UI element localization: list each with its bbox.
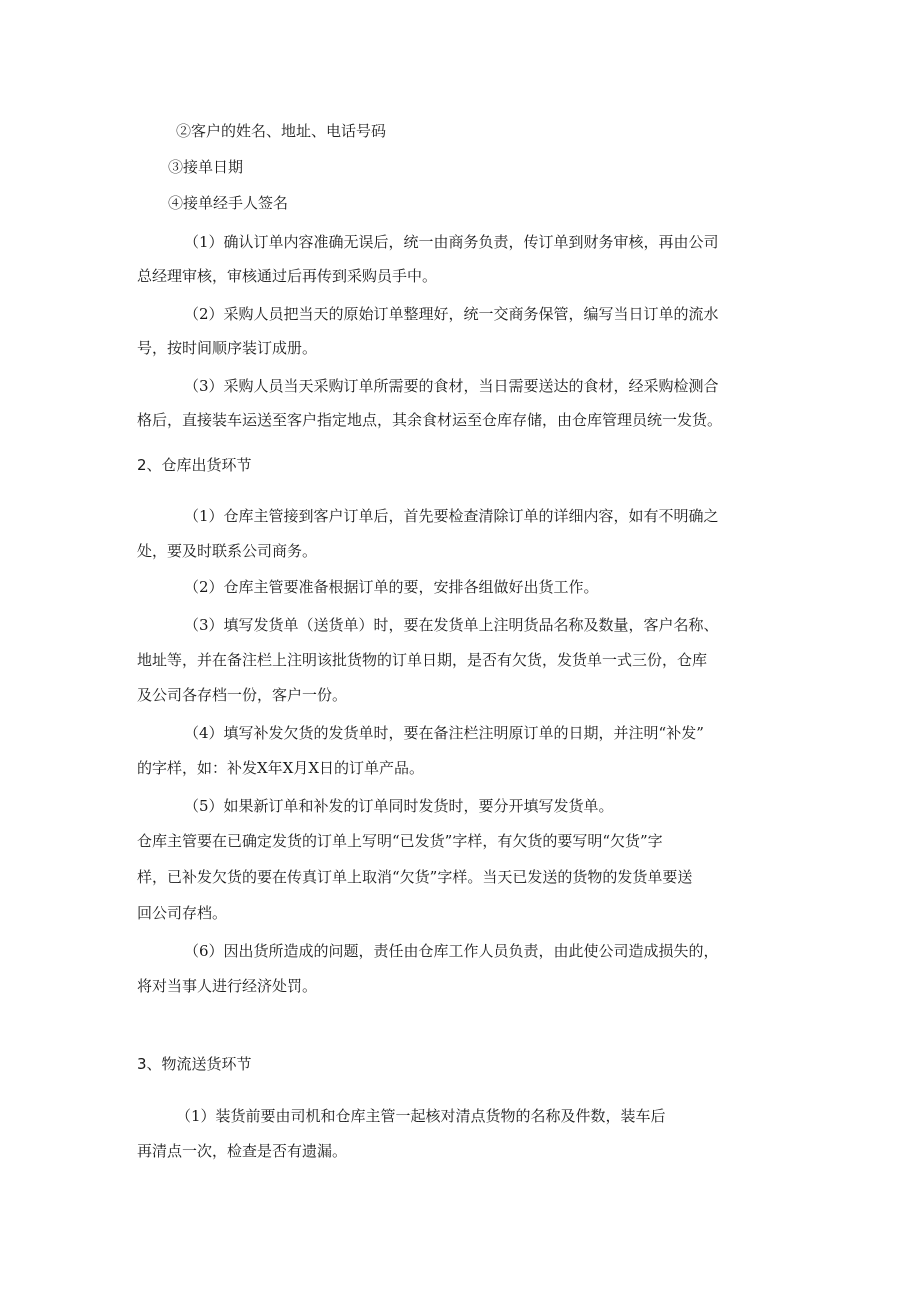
section-2-line-7: （4）填写补发欠货的发货单时，要在备注栏注明原订单的日期，并注明“补发”: [184, 724, 704, 742]
section-2-line-10: 仓库主管要在已确定发货的订单上写明“已发货”字样，有欠货的要写明“欠货”字: [137, 832, 663, 850]
section-2-line-5: 地址等，并在备注栏上注明该批货物的订单日期，是否有欠货，发货单一式三份，仓库: [137, 651, 708, 669]
section-2-line-9: （5）如果新订单和补发的订单同时发货时，要分开填写发货单。: [184, 797, 614, 815]
order-step-3-line-1: （3）采购人员当天采购订单所需要的食材，当日需要送达的食材，经采购检测合: [184, 377, 719, 395]
order-step-1-line-1: （1）确认订单内容准确无误后，统一由商务负责，传订单到财务审核，再由公司: [184, 233, 719, 251]
section-2-line-13: （6）因出货所造成的问题，责任由仓库工作人员负责，由此使公司造成损失的，: [184, 942, 719, 960]
order-step-2-line-1: （2）采购人员把当天的原始订单整理好，统一交商务保管，编写当日订单的流水: [184, 305, 719, 323]
order-step-1-line-2: 总经理审核，审核通过后再传到采购员手中。: [137, 267, 438, 285]
section-2-line-4: （3）填写发货单（送货单）时，要在发货单上注明货品名称及数量，客户名称、: [184, 616, 719, 634]
section-3-line-1: （1）装货前要由司机和仓库主管一起核对清点货物的名称及件数，装车后: [176, 1107, 666, 1125]
list-item-customer-info: ②客户的姓名、地址、电话号码: [176, 122, 387, 140]
section-2-line-11: 样，已补发欠货的要在传真订单上取消“欠货”字样。当天已发送的货物的发货单要送: [137, 868, 693, 886]
section-2-line-3: （2）仓库主管要准备根据订单的要，安排各组做好出货工作。: [184, 578, 599, 596]
section-2-line-8: 的字样，如：补发X年X月X日的订单产品。: [137, 759, 425, 777]
section-2-line-12: 回公司存档。: [137, 904, 228, 922]
section-2-line-14: 将对当事人进行经济处罚。: [137, 977, 318, 995]
order-step-2-line-2: 号，按时间顺序装订成册。: [137, 339, 318, 357]
section-2-line-2: 处，要及时联系公司商务。: [137, 542, 318, 560]
section-2-line-1: （1）仓库主管接到客户订单后，首先要检查清除订单的详细内容，如有不明确之: [184, 507, 719, 525]
order-step-3-line-2: 格后，直接装车运送至客户指定地点，其余食材运至仓库存储，由仓库管理员统一发货。: [137, 411, 723, 429]
list-item-order-date: ③接单日期: [168, 158, 244, 176]
section-3-heading: 3、物流送货环节: [137, 1055, 252, 1073]
section-2-heading: 2、仓库出货环节: [137, 456, 252, 474]
section-2-line-6: 及公司各存档一份，客户一份。: [137, 686, 348, 704]
list-item-signature: ④接单经手人签名: [168, 194, 289, 212]
section-3-line-2: 再清点一次，检查是否有遗漏。: [137, 1142, 348, 1160]
